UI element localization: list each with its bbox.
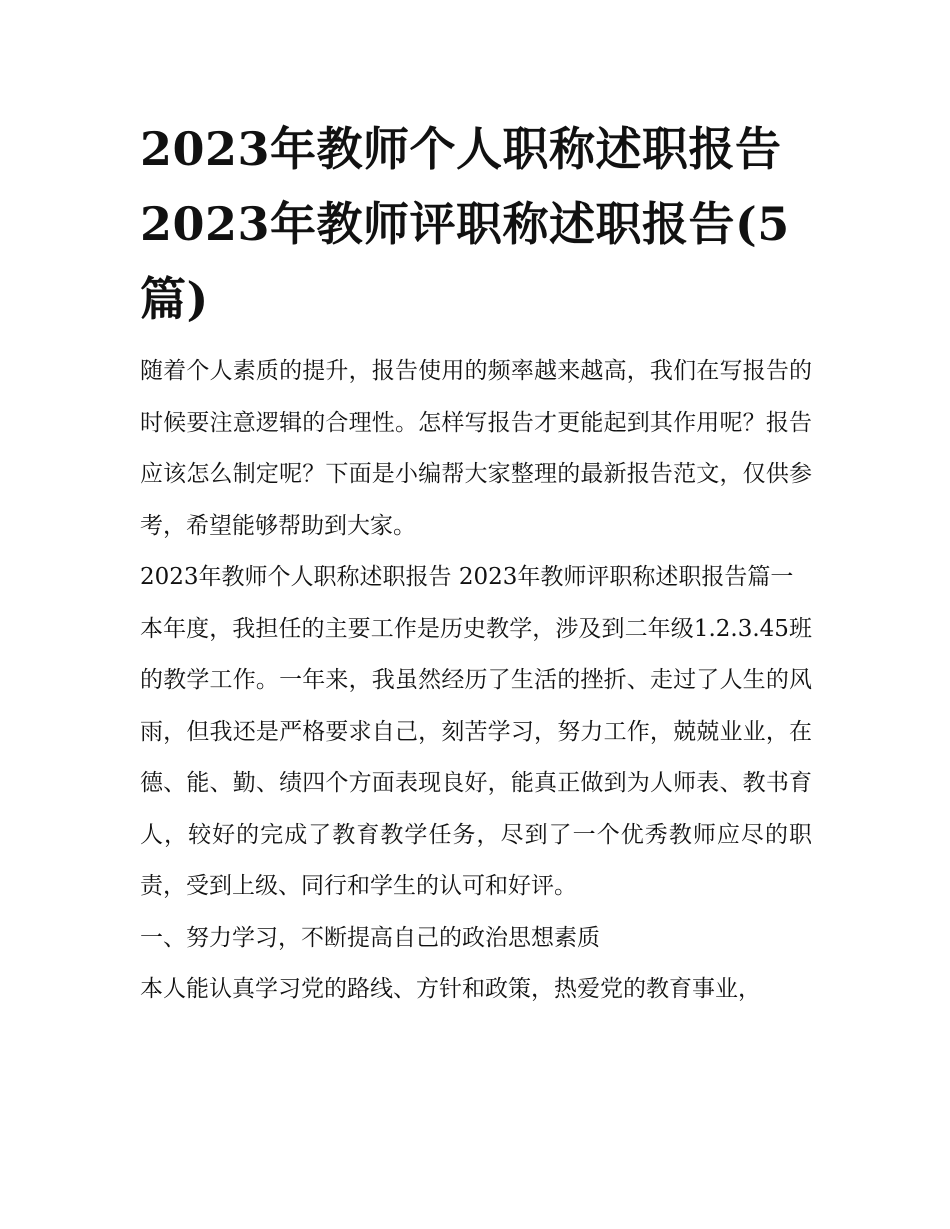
- document-page: [140, 112, 812, 1016]
- document-title: 2023年教师个人职称述职报告 2023年教师评职称述职报告(5篇): [140, 122, 790, 326]
- article-subtitle: 2023年教师个人职称述职报告 2023年教师评职称述职报告篇一: [140, 564, 794, 590]
- body-paragraph: 本年度，我担任的主要工作是历史教学，涉及到二年级1.2.3.45班的教学工作。一年来，我虽然经历了生活的挫折、走过了人生的风雨，但我还是严格要求自己，刻苦学习，努力工作，兢兢业业，在德、能、勤、绩四个方面表现良好，能真正做到为人师表、教书育人，较好的完成了教育教学任务，尽到了一个优秀教师应尽的职责，受到上级、同行和学生的认可和好评。: [140, 615, 812, 899]
- intro-paragraph: 随着个人素质的提升，报告使用的频率越来越高，我们在写报告的时候要注意逻辑的合理性。怎样写报告才更能起到其作用呢？报告应该怎么制定呢？下面是小编帮大家整理的最新报告范文，仅供参考，希望能够帮助到大家。: [140, 358, 812, 539]
- section-paragraph: 本人能认真学习党的路线、方针和政策，热爱党的教育事业，: [140, 976, 761, 1002]
- section-heading: 一、努力学习，不断提高自己的政治思想素质: [140, 924, 600, 951]
